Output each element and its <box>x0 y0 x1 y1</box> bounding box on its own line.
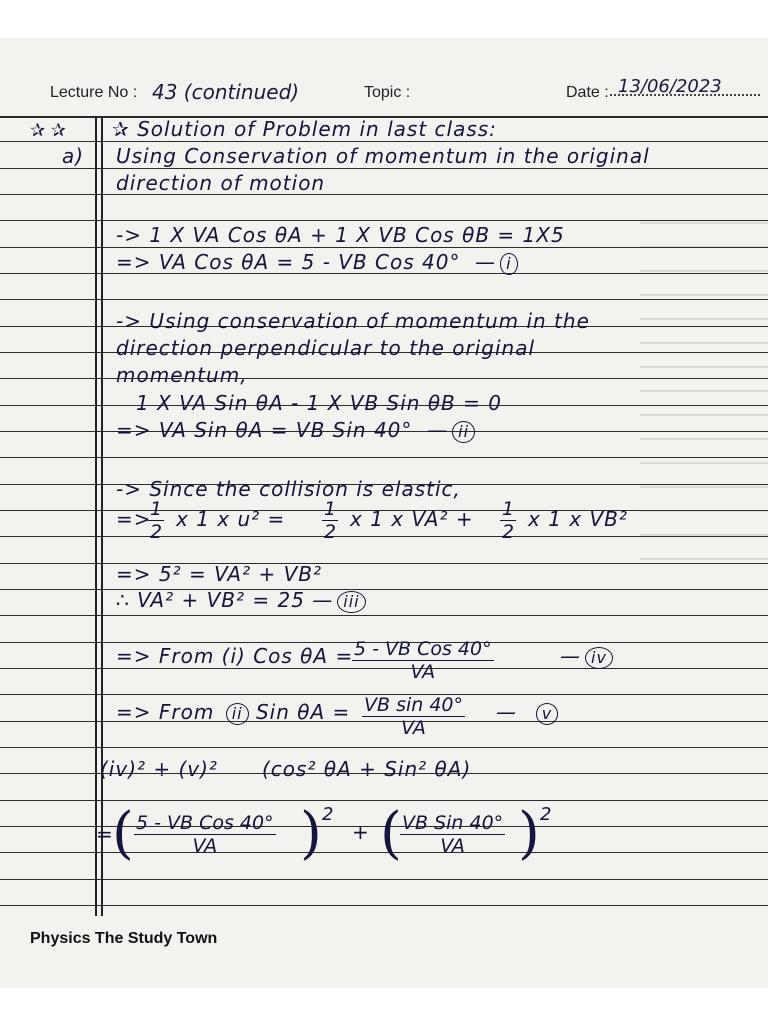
open-paren: ( <box>112 801 134 866</box>
equation-5-part-a: x 1 x u² = <box>176 507 286 531</box>
equation-9-prefix: => From ii Sin θA = <box>116 700 351 724</box>
ruled-line <box>0 536 768 537</box>
equation-2: => VA Cos θA = 5 - VB Cos 40° — i <box>116 250 518 275</box>
equation-8-prefix: => From (i) Cos θA = <box>116 644 354 668</box>
equation-tag: ii <box>452 421 475 443</box>
equation-10: (iv)² + (v)² <box>100 757 218 781</box>
equation-4: => VA Sin θA = VB Sin 40° — ii <box>116 418 475 443</box>
ruled-line <box>0 247 768 248</box>
ruled-line <box>0 615 768 616</box>
date-dotted-line <box>610 94 760 96</box>
topic-label: Topic : <box>364 84 411 101</box>
equation-11-prefix: = <box>96 822 114 846</box>
equation-7: ∴ VA² + VB² = 25 — iii <box>116 588 366 613</box>
ruled-line <box>0 141 768 142</box>
ruled-line <box>0 457 768 458</box>
equation-11-plus: + <box>352 820 370 844</box>
equation-11-fraction-2: VB Sin 40° VA <box>402 812 504 857</box>
close-paren: ) <box>518 801 540 866</box>
date-label: Date : <box>566 84 609 101</box>
part-a-line-2: direction of motion <box>116 171 326 195</box>
close-paren: ) <box>300 801 322 866</box>
equation-5-part-c: x 1 x VB² <box>528 507 628 531</box>
equation-tag: iii <box>337 591 365 613</box>
equation-1: -> 1 X VA Cos θA + 1 X VB Cos θB = 1X5 <box>116 223 565 247</box>
para-2-line-2: direction perpendicular to the original <box>116 336 536 360</box>
equation-5-prefix: => <box>116 507 152 531</box>
date-value: 13/06/2023 <box>618 76 722 97</box>
footer-brand: Physics The Study Town <box>30 930 218 947</box>
solution-heading: ✰ Solution of Problem in last class: <box>112 117 497 141</box>
half-fraction: $\frac{1}{2}$ <box>150 498 163 543</box>
equation-10-b: (cos² θA + Sin² θA) <box>262 757 472 781</box>
ruled-line <box>0 879 768 880</box>
equation-8-tag: — iv <box>560 644 613 669</box>
equation-tag: i <box>500 253 517 275</box>
ruled-line <box>0 747 768 748</box>
ruled-line <box>0 299 768 300</box>
equation-3: 1 X VA Sin θA - 1 X VB Sin θB = 0 <box>136 391 502 415</box>
equation-9-fraction: $\frac{\text{VB sin 40°}}{VA}$ <box>364 694 464 739</box>
ruled-line <box>0 168 768 169</box>
margin-line-left <box>95 116 97 916</box>
para-2-line-3: momentum, <box>116 363 248 387</box>
equation-8-fraction: 5 - VB Cos 40° VA <box>354 638 492 683</box>
margin-line-right <box>101 116 103 916</box>
bleed-through-shadow <box>640 200 768 580</box>
part-a-label: a) <box>62 144 85 168</box>
ruled-line <box>0 905 768 906</box>
para-2-line-1: -> Using conservation of momentum in the <box>116 309 590 333</box>
ruled-line <box>0 220 768 221</box>
lecture-value: 43 (continued) <box>152 80 300 104</box>
equation-11-fraction-1: 5 - VB Cos 40° VA <box>136 812 274 857</box>
equation-6: => 5² = VA² + VB² <box>116 562 323 586</box>
star-marks: ✰ ✰ <box>30 120 66 141</box>
open-paren: ( <box>380 801 402 866</box>
half-fraction: $\frac{1}{2}$ <box>324 498 337 543</box>
para-3-line-1: -> Since the collision is elastic, <box>116 477 461 501</box>
equation-9-tag: — v <box>496 700 558 725</box>
part-a-line-1: Using Conservation of momentum in the original <box>116 144 650 168</box>
equation-5-part-b: x 1 x VA² + <box>350 507 474 531</box>
lecture-label: Lecture No : <box>50 84 138 101</box>
square-exponent: 2 <box>540 804 553 825</box>
half-fraction: $\frac{1}{2}$ <box>502 498 515 543</box>
square-exponent: 2 <box>322 804 335 825</box>
